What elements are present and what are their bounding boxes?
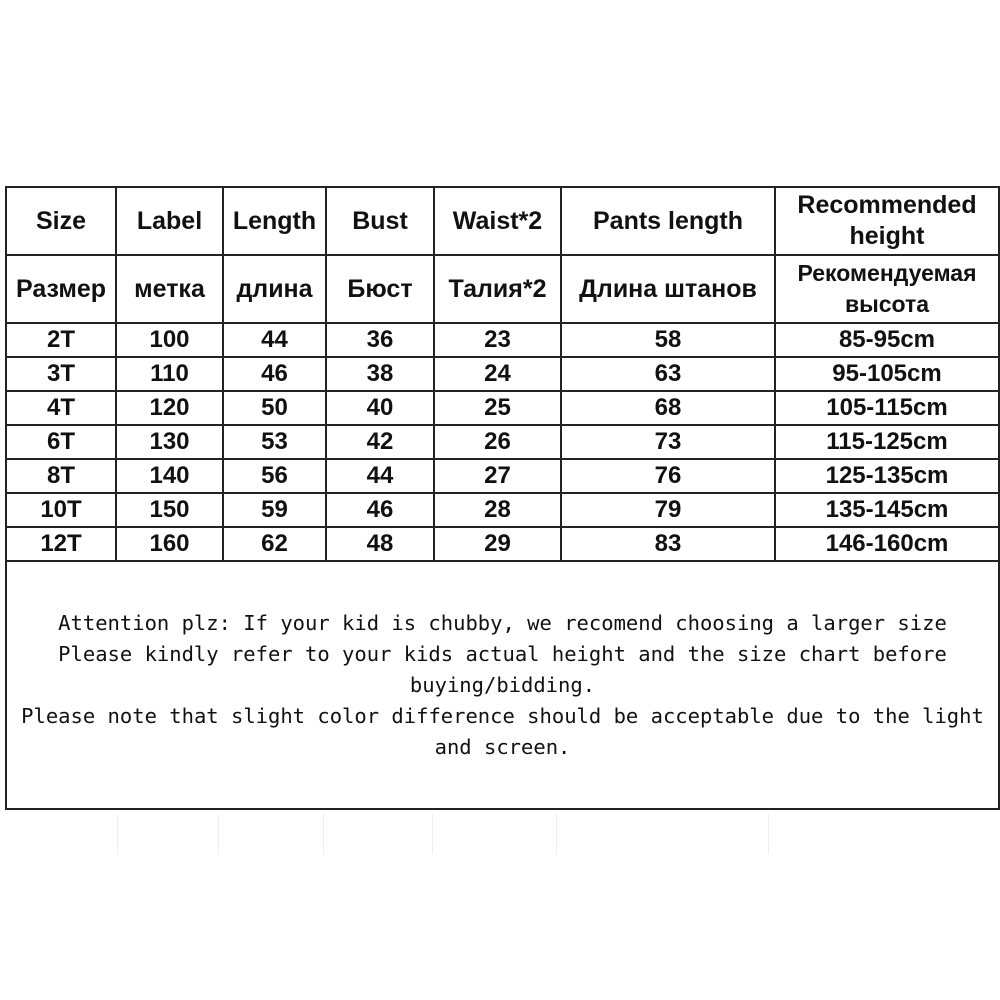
cell-size: 4T [6,391,116,425]
header-label: Label [116,187,223,255]
cell-pants-length: 76 [561,459,775,493]
header-recommended-height-ru: Рекомендуемая высота [775,255,999,323]
table-row [6,493,999,527]
table-row [6,459,999,493]
size-chart [5,186,998,814]
cell-pants-length: 79 [561,493,775,527]
header-bust-ru: Бюст [326,255,434,323]
notes-cell [6,561,999,809]
cell-height: 105-115cm [775,391,999,425]
grid-line [117,814,118,854]
grid-line [218,814,219,854]
note-chubby: Attention plz: If your kid is chubby, we recomend choosing a larger size [58,610,947,635]
header-length-ru: длина [223,255,326,323]
cell-bust: 46 [326,493,434,527]
cell-length: 62 [223,527,326,561]
header-size-ru: Размер [6,255,116,323]
header-waist: Waist*2 [434,187,561,255]
cell-size: 2T [6,323,116,357]
cell-bust: 38 [326,357,434,391]
cell-pants-length: 58 [561,323,775,357]
grid-line [323,814,324,854]
table-row [6,425,999,459]
cell-label: 110 [116,357,223,391]
grid-line [768,814,769,854]
header-length: Length [223,187,326,255]
note-color-difference: Please note that slight color difference should be acceptable due to the light and screen. [21,703,984,759]
cell-pants-length: 83 [561,527,775,561]
header-waist-ru: Талия*2 [434,255,561,323]
cell-waist: 24 [434,357,561,391]
cell-label: 130 [116,425,223,459]
cell-length: 53 [223,425,326,459]
cell-height: 146-160cm [775,527,999,561]
cell-label: 120 [116,391,223,425]
cell-length: 56 [223,459,326,493]
header-recommended-height: Recommended height [775,187,999,255]
header-bust: Bust [326,187,434,255]
cell-length: 59 [223,493,326,527]
cell-height: 115-125cm [775,425,999,459]
cell-bust: 42 [326,425,434,459]
cell-bust: 44 [326,459,434,493]
cell-size: 10T [6,493,116,527]
header-row-russian [6,255,999,323]
cell-pants-length: 63 [561,357,775,391]
cell-size: 12T [6,527,116,561]
cell-label: 100 [116,323,223,357]
cell-waist: 27 [434,459,561,493]
note-refer-height: Please kindly refer to your kids actual height and the size chart before buying/bidding. [58,641,947,697]
cell-length: 50 [223,391,326,425]
cell-bust: 48 [326,527,434,561]
header-label-ru: метка [116,255,223,323]
cell-height: 125-135cm [775,459,999,493]
faint-grid-lines [0,814,1000,874]
cell-waist: 25 [434,391,561,425]
header-row-english [6,187,999,255]
cell-size: 8T [6,459,116,493]
table-row [6,391,999,425]
header-size: Size [6,187,116,255]
cell-length: 44 [223,323,326,357]
cell-waist: 28 [434,493,561,527]
grid-line [556,814,557,854]
notes-row [6,561,999,809]
cell-pants-length: 68 [561,391,775,425]
cell-size: 6T [6,425,116,459]
cell-waist: 29 [434,527,561,561]
size-table [5,186,1000,810]
cell-pants-length: 73 [561,425,775,459]
cell-height: 135-145cm [775,493,999,527]
cell-label: 160 [116,527,223,561]
cell-height: 85-95cm [775,323,999,357]
cell-label: 150 [116,493,223,527]
table-row [6,323,999,357]
cell-waist: 26 [434,425,561,459]
cell-size: 3T [6,357,116,391]
cell-bust: 36 [326,323,434,357]
header-pants-length: Pants length [561,187,775,255]
cell-length: 46 [223,357,326,391]
cell-label: 140 [116,459,223,493]
grid-line [432,814,433,854]
table-row [6,527,999,561]
header-pants-length-ru: Длина штанов [561,255,775,323]
cell-waist: 23 [434,323,561,357]
cell-bust: 40 [326,391,434,425]
table-row [6,357,999,391]
cell-height: 95-105cm [775,357,999,391]
